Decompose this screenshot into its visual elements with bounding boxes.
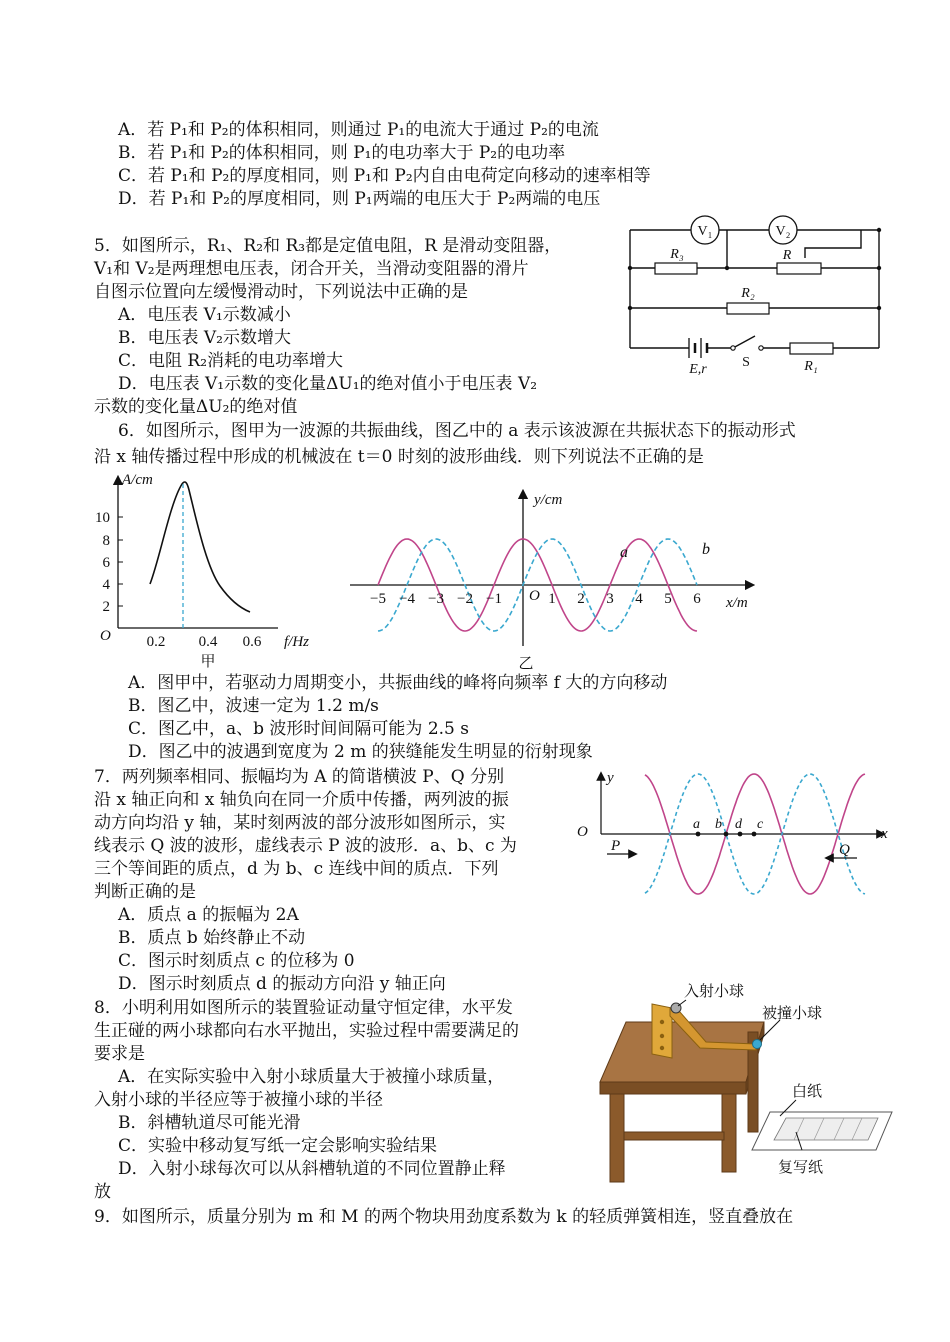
q8-stem-1: 8．小明利用如图所示的装置验证动量守恒定律，水平发 <box>94 998 513 1018</box>
q7-option-a: A．质点 a 的振幅为 2A <box>118 905 299 925</box>
q7-option-c: C．图示时刻质点 c 的位移为 0 <box>118 951 355 971</box>
q6-option-b: B．图乙中，波速一定为 1.2 m/s <box>128 696 379 716</box>
q4-option-d: D．若 P₁和 P₂的厚度相同，则 P₁两端的电压大于 P₂两端的电压 <box>118 189 601 209</box>
q7-stem-4: 线表示 Q 波的波形，虚线表示 P 波的波形．a、b、c 为 <box>94 836 517 856</box>
q7-y-label: y <box>607 770 614 786</box>
yi-xtick: −4 <box>399 591 415 607</box>
yi-xtick: 2 <box>577 591 585 607</box>
q5-option-d: D．电压表 V₁示数的变化量ΔU₁的绝对值小于电压表 V₂ <box>118 374 538 394</box>
yi-caption: 乙 <box>518 656 534 672</box>
q7-stem-3: 动方向均沿 y 轴，某时刻两波的部分波形如图所示，实 <box>94 813 506 833</box>
interference-figure <box>575 768 895 908</box>
q8-option-b: B．斜槽轨道尽可能光滑 <box>118 1113 301 1133</box>
waveform-figure <box>348 488 768 673</box>
target-ball-label: 被撞小球 <box>762 1006 823 1022</box>
r1-label: R₁ <box>804 359 818 374</box>
q4-option-b: B．若 P₁和 P₂的体积相同，则 P₁的电功率大于 P₂的电功率 <box>118 143 566 163</box>
q5-stem-2: V₁和 V₂是两理想电压表，闭合开关，当滑动变阻器的滑片 <box>94 259 529 279</box>
yi-xtick: −3 <box>428 591 444 607</box>
yi-xtick: 5 <box>664 591 672 607</box>
yi-xtick: 4 <box>635 591 643 607</box>
q6-option-c: C．图乙中，a、b 波形时间间隔可能为 2.5 s <box>128 719 469 739</box>
q7-option-b: B．质点 b 始终静止不动 <box>118 928 306 948</box>
q8-option-a: A．在实际实验中入射小球质量大于被撞小球质量， <box>118 1067 505 1087</box>
jia-xtick-0.2: 0.2 <box>146 634 166 650</box>
q5-stem-3: 自图示位置向左缓慢滑动时，下列说法中正确的是 <box>94 282 468 302</box>
resonance-curve <box>150 482 250 612</box>
point-c <box>752 832 757 837</box>
point-a <box>696 832 701 837</box>
r-label: R <box>782 248 792 263</box>
q8-stem-3: 要求是 <box>94 1044 145 1064</box>
v1-label: V₁ <box>697 224 713 239</box>
q7-option-d: D．图示时刻质点 d 的振动方向沿 y 轴正向 <box>118 974 446 994</box>
q8-option-a-cont: 入射小球的半径应等于被撞小球的半径 <box>94 1090 383 1110</box>
yi-ylabel: y/cm <box>534 492 563 508</box>
jia-xtick-0.6: 0.6 <box>242 634 262 650</box>
q5-option-d-cont: 示数的变化量ΔU₂的绝对值 <box>94 397 298 417</box>
jia-caption: 甲 <box>200 654 216 670</box>
q6-option-d: D．图乙中的波遇到宽度为 2 m 的狭缝能发生明显的衍射现象 <box>128 742 593 762</box>
jia-ytick-2: 2 <box>102 599 110 615</box>
yi-xtick: 1 <box>548 591 556 607</box>
circuit-figure <box>625 210 887 380</box>
target-ball <box>753 1040 762 1049</box>
jia-ylabel: A/cm <box>122 472 153 488</box>
q5-option-c: C．电阻 R₂消耗的电功率增大 <box>118 351 344 371</box>
yi-label-a: a <box>620 544 628 561</box>
q7-stem-6: 判断正确的是 <box>94 882 196 902</box>
jia-ytick-10: 10 <box>95 510 110 526</box>
point-b <box>724 832 729 837</box>
q7-label-q: Q <box>839 842 850 858</box>
q4-option-c: C．若 P₁和 P₂的厚度相同，则 P₁和 P₂内自由电荷定向移动的速率相等 <box>118 166 651 186</box>
q7-label-b: b <box>715 817 722 832</box>
q7-x-label: x <box>881 826 888 842</box>
resonance-curve-figure <box>90 468 330 673</box>
point-d <box>738 832 743 837</box>
q8-option-d-cont: 放 <box>94 1182 111 1202</box>
q7-label-p: P <box>611 838 621 854</box>
yi-xtick: −5 <box>370 591 386 607</box>
q7-stem-1: 7．两列频率相同、振幅均为 A 的简谐横波 P、Q 分别 <box>94 767 505 787</box>
white-paper-label: 白纸 <box>792 1084 823 1100</box>
v2-label: V₂ <box>775 224 791 239</box>
switch-label: S <box>742 355 750 370</box>
yi-xtick: 6 <box>693 591 701 607</box>
q8-option-d: D．入射小球每次可以从斜槽轨道的不同位置静止释 <box>118 1159 506 1179</box>
q6-stem-1: 6．如图所示，图甲为一波源的共振曲线，图乙中的 a 表示该波源在共振状态下的振动形式 <box>118 421 796 441</box>
jia-origin: O <box>100 628 111 644</box>
jia-xtick-0.4: 0.4 <box>198 634 218 650</box>
q7-stem-2: 沿 x 轴正向和 x 轴负向在同一介质中传播，两列波的振 <box>94 790 509 810</box>
yi-xtick: −1 <box>486 591 502 607</box>
q6-option-a: A．图甲中，若驱动力周期变小，共振曲线的峰将向频率 f 大的方向移动 <box>128 673 668 693</box>
jia-ytick-8: 8 <box>102 533 110 549</box>
jia-xlabel: f/Hz <box>284 634 310 650</box>
q6-stem-2: 沿 x 轴传播过程中形成的机械波在 t＝0 时刻的波形曲线．则下列说法不正确的是 <box>94 447 704 467</box>
yi-xtick: −2 <box>457 591 473 607</box>
jia-ytick-4: 4 <box>102 577 110 593</box>
q8-option-c: C．实验中移动复写纸一定会影响实验结果 <box>118 1136 438 1156</box>
incident-ball-label: 入射小球 <box>684 984 745 1000</box>
q5-option-a: A．电压表 V₁示数减小 <box>118 305 291 325</box>
q5-option-b: B．电压表 V₂示数增大 <box>118 328 291 348</box>
carbon-paper-label: 复写纸 <box>778 1160 824 1176</box>
jia-ytick-6: 6 <box>102 555 110 571</box>
yi-xlabel: x/m <box>726 595 748 611</box>
q7-label-c: c <box>757 817 764 832</box>
q9-stem: 9．如图所示，质量分别为 m 和 M 的两个物块用劲度系数为 k 的轻质弹簧相连，竖直叠放在 <box>94 1207 794 1227</box>
q7-label-d: d <box>735 817 742 832</box>
r3-label: R₃ <box>670 247 684 262</box>
yi-label-b: b <box>702 541 710 558</box>
q7-label-a: a <box>693 817 700 832</box>
q5-stem-1: 5．如图所示，R₁、R₂和 R₃都是定值电阻，R 是滑动变阻器， <box>94 236 562 256</box>
battery-label: E,r <box>689 362 707 377</box>
q4-option-a: A．若 P₁和 P₂的体积相同，则通过 P₁的电流大于通过 P₂的电流 <box>118 120 599 140</box>
q7-origin: O <box>577 824 588 840</box>
q7-stem-5: 三个等间距的质点，d 为 b、c 连线中间的质点．下列 <box>94 859 499 879</box>
r2-label: R₂ <box>741 286 755 301</box>
momentum-apparatus-figure <box>596 982 896 1187</box>
yi-origin: O <box>529 588 540 604</box>
yi-xtick: 3 <box>606 591 614 607</box>
q8-stem-2: 生正碰的两小球都向右水平抛出，实验过程中需要满足的 <box>94 1021 519 1041</box>
